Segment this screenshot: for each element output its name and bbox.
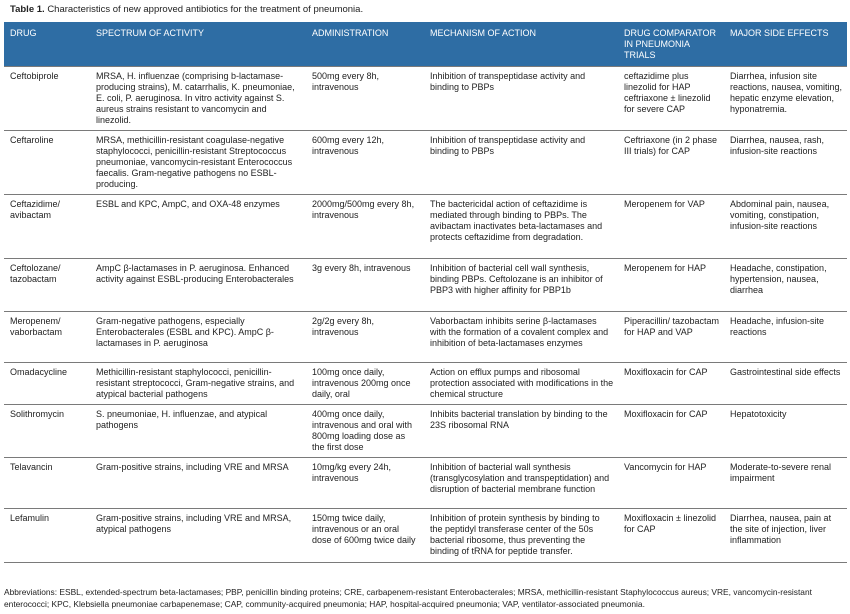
cell-comparator: Moxifloxacin for CAP	[618, 404, 724, 457]
column-header-side-effects: MAJOR SIDE EFFECTS	[730, 28, 829, 38]
cell-spectrum: MRSA, H. influenzae (comprising b-lactamase-producing strains), M. catarrhalis, K. pneumoniae, E. coli, P. aeruginosa. In vitro activity against S. aureus strains resistant to vancomycin and linezolid.	[90, 66, 306, 130]
cell-drug: Ceftolozane/ tazobactam	[4, 258, 90, 311]
cell-comparator: Ceftriaxone (in 2 phase III trials) for CAP	[618, 130, 724, 194]
cell-side-effects: Diarrhea, nausea, rash, infusion-site reactions	[724, 130, 847, 194]
cell-side-effects: Gastrointestinal side effects	[724, 362, 847, 404]
cell-administration: 2g/2g every 8h, intravenous	[306, 311, 424, 362]
cell-spectrum: ESBL and KPC, AmpC, and OXA-48 enzymes	[90, 194, 306, 258]
cell-administration: 600mg every 12h, intravenous	[306, 130, 424, 194]
cell-comparator: Meropenem for VAP	[618, 194, 724, 258]
cell-administration: 3g every 8h, intravenous	[306, 258, 424, 311]
cell-side-effects: Abdominal pain, nausea, vomiting, constipation, infusion-site reactions	[724, 194, 847, 258]
cell-mechanism: Inhibits bacterial translation by binding to the 23S ribosomal RNA	[424, 404, 618, 457]
cell-administration: 500mg every 8h, intravenous	[306, 66, 424, 130]
cell-side-effects: Headache, constipation, hypertension, nausea, diarrhea	[724, 258, 847, 311]
cell-side-effects: Moderate-to-severe renal impairment	[724, 457, 847, 508]
cell-side-effects: Diarrhea, infusion site reactions, nausea, vomiting, hepatic enzyme elevation, hyponatremia.	[724, 66, 847, 130]
table-row	[4, 130, 847, 194]
cell-comparator: Vancomycin for HAP	[618, 457, 724, 508]
column-header-spectrum: SPECTRUM OF ACTIVITY	[96, 28, 205, 38]
cell-side-effects: Hepatotoxicity	[724, 404, 847, 457]
cell-drug: Ceftobiprole	[4, 66, 90, 130]
cell-comparator: ceftazidime plus linezolid for HAP ceftriaxone ± linezolid for severe CAP	[618, 66, 724, 130]
cell-spectrum: Methicillin-resistant staphylococci, penicillin-resistant streptococci, Gram-negative strains, and atypical bacterial pathogens	[90, 362, 306, 404]
abbreviations-footnote: Abbreviations: ESBL, extended-spectrum beta-lactamases; PBP, penicillin binding proteins; CRE, carbapenem-resistant Enterobacterales; MRSA, methicillin-resistant Staphylococcus aureus; VRE, vancomycin-resistant enterococci; KPC, Klebsiella pneumoniae carbapenemase; CAP, community-acquired pneumonia; HAP, hospital-acquired pneumonia; VAP, ventilator-associated pneumonia.	[4, 587, 812, 609]
cell-drug: Omadacycline	[4, 362, 90, 404]
cell-comparator: Meropenem for HAP	[618, 258, 724, 311]
column-header-mechanism: MECHANISM OF ACTION	[430, 28, 537, 38]
table-row	[4, 404, 847, 457]
table-header-row	[4, 22, 847, 66]
cell-mechanism: Inhibition of protein synthesis by binding to the peptidyl transferase center of the 50s bacterial ribosome, thus preventing the binding of tRNA for peptide transfer.	[424, 508, 618, 562]
cell-spectrum: Gram-positive strains, including VRE and MRSA, atypical pathogens	[90, 508, 306, 562]
cell-drug: Ceftaroline	[4, 130, 90, 194]
cell-mechanism: Vaborbactam inhibits serine β-lactamases with the formation of a covalent complex and inhibition of beta-lactamases enzymes	[424, 311, 618, 362]
cell-administration: 400mg once daily, intravenous and oral with 800mg loading dose as the first dose	[306, 404, 424, 457]
column-header-drug: DRUG	[10, 28, 37, 38]
cell-mechanism: The bactericidal action of ceftazidime is mediated through binding to PBPs. The avibactam inactivates beta-lactamases and protects ceftazidime from degradation.	[424, 194, 618, 258]
column-header-administration: ADMINISTRATION	[312, 28, 389, 38]
cell-drug: Ceftazidime/ avibactam	[4, 194, 90, 258]
cell-administration: 2000mg/500mg every 8h, intravenous	[306, 194, 424, 258]
cell-mechanism: Inhibition of transpeptidase activity and binding to PBPs	[424, 130, 618, 194]
table-row	[4, 311, 847, 362]
table-row	[4, 362, 847, 404]
cell-spectrum: AmpC β-lactamases in P. aeruginosa. Enhanced activity against ESBL-producing Enterobacterales	[90, 258, 306, 311]
cell-administration: 100mg once daily, intravenous 200mg once daily, oral	[306, 362, 424, 404]
cell-comparator: Moxifloxacin ± linezolid for CAP	[618, 508, 724, 562]
cell-mechanism: Inhibition of transpeptidase activity and binding to PBPs	[424, 66, 618, 130]
cell-mechanism: Action on efflux pumps and ribosomal protection associated with modifications in the chemical structure	[424, 362, 618, 404]
cell-spectrum: Gram-positive strains, including VRE and MRSA	[90, 457, 306, 508]
cell-mechanism: Inhibition of bacterial wall synthesis (transglycosylation and transpeptidation) and disruption of bacterial membrane function	[424, 457, 618, 508]
cell-spectrum: MRSA, methicillin-resistant coagulase-negative staphylococci, penicillin-resistant Streptococcus pneumoniae, vancomycin-resistant Enterococcus faecalis. Gram-negative pathogens no ESBL-producing.	[90, 130, 306, 194]
cell-side-effects: Diarrhea, nausea, pain at the site of injection, liver inflammation	[724, 508, 847, 562]
cell-comparator: Piperacillin/ tazobactam for HAP and VAP	[618, 311, 724, 362]
cell-spectrum: S. pneumoniae, H. influenzae, and atypical pathogens	[90, 404, 306, 457]
cell-spectrum: Gram-negative pathogens, especially Enterobacterales (ESBL and KPC). AmpC β-lactamases in P. aeruginosa	[90, 311, 306, 362]
cell-administration: 10mg/kg every 24h, intravenous	[306, 457, 424, 508]
cell-comparator: Moxifloxacin for CAP	[618, 362, 724, 404]
cell-drug: Meropenem/ vaborbactam	[4, 311, 90, 362]
table-row	[4, 66, 847, 130]
antibiotics-table	[4, 22, 847, 563]
table-caption	[10, 2, 840, 18]
table-caption-text: Characteristics of new approved antibiotics for the treatment of pneumonia.	[47, 4, 364, 15]
column-header-comparator: DRUG COMPARATOR IN PNEUMONIA TRIALS	[624, 28, 717, 60]
table-row	[4, 457, 847, 508]
table-row	[4, 258, 847, 311]
table-row	[4, 194, 847, 258]
cell-drug: Solithromycin	[4, 404, 90, 457]
cell-side-effects: Headache, infusion-site reactions	[724, 311, 847, 362]
cell-drug: Lefamulin	[4, 508, 90, 562]
cell-drug: Telavancin	[4, 457, 90, 508]
table-caption-label: Table 1.	[10, 4, 45, 15]
cell-mechanism: Inhibition of bacterial cell wall synthesis, binding PBPs. Ceftolozane is an inhibitor of PBP3 with higher affinity for PBP1b	[424, 258, 618, 311]
table-row	[4, 508, 847, 562]
cell-administration: 150mg twice daily, intravenous or an oral dose of 600mg twice daily	[306, 508, 424, 562]
